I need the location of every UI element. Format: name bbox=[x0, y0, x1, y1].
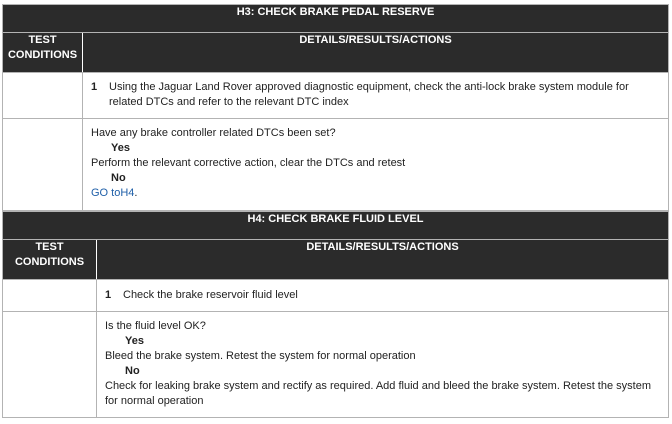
h4-result-cell bbox=[97, 312, 669, 418]
h3-step-row bbox=[3, 73, 669, 119]
h4-step-row bbox=[3, 280, 669, 312]
h3-details-header: DETAILS/RESULTS/ACTIONS bbox=[83, 33, 669, 73]
go-to-h4-link[interactable]: GO toH4 bbox=[91, 187, 135, 199]
h4-yes-action: Bleed the brake system. Retest the system for normal operation bbox=[105, 350, 416, 362]
h4-section-title: H4: CHECK BRAKE FLUID LEVEL bbox=[3, 212, 669, 240]
h4-details-header: DETAILS/RESULTS/ACTIONS bbox=[97, 240, 669, 280]
h3-procedure-table bbox=[2, 4, 669, 211]
h4-step-condition-cell bbox=[3, 280, 97, 312]
h4-step-text: Check the brake reservoir fluid level bbox=[123, 289, 298, 301]
h4-no-action: Check for leaking brake system and rectify as required. Add fluid and bleed the brake system. Retest the system for normal operation bbox=[105, 380, 651, 407]
h3-result-cell bbox=[83, 119, 669, 211]
h4-no-label: No bbox=[125, 365, 140, 377]
h4-question: Is the fluid level OK? bbox=[105, 320, 206, 332]
h3-yes-action: Perform the relevant corrective action, clear the DTCs and retest bbox=[91, 157, 406, 169]
h3-no-label: No bbox=[111, 172, 126, 184]
h3-result-row bbox=[3, 119, 669, 211]
h3-section-title: H3: CHECK BRAKE PEDAL RESERVE bbox=[3, 5, 669, 33]
h3-yes-label: Yes bbox=[111, 142, 130, 154]
h3-question: Have any brake controller related DTCs been set? bbox=[91, 127, 336, 139]
h4-test-conditions-header: TEST CONDITIONS bbox=[3, 240, 97, 280]
h3-no-action-suffix: . bbox=[134, 187, 138, 199]
h3-step-number: 1 bbox=[91, 81, 98, 93]
h3-no-action bbox=[91, 186, 660, 201]
h3-step-text: Using the Jaguar Land Rover approved diagnostic equipment, check the anti-lock brake system module for related DTCs and refer to the relevant DTC index bbox=[109, 81, 629, 108]
h4-result-row bbox=[3, 312, 669, 418]
h3-result-condition-cell bbox=[3, 119, 83, 211]
h4-step-cell bbox=[97, 280, 669, 312]
h3-step-condition-cell bbox=[3, 73, 83, 119]
h3-test-conditions-header: TEST CONDITIONS bbox=[3, 33, 83, 73]
h4-procedure-table bbox=[2, 211, 669, 418]
h3-step-cell bbox=[83, 73, 669, 119]
h4-yes-label: Yes bbox=[125, 335, 144, 347]
h4-result-condition-cell bbox=[3, 312, 97, 418]
h4-step-number: 1 bbox=[105, 289, 112, 301]
